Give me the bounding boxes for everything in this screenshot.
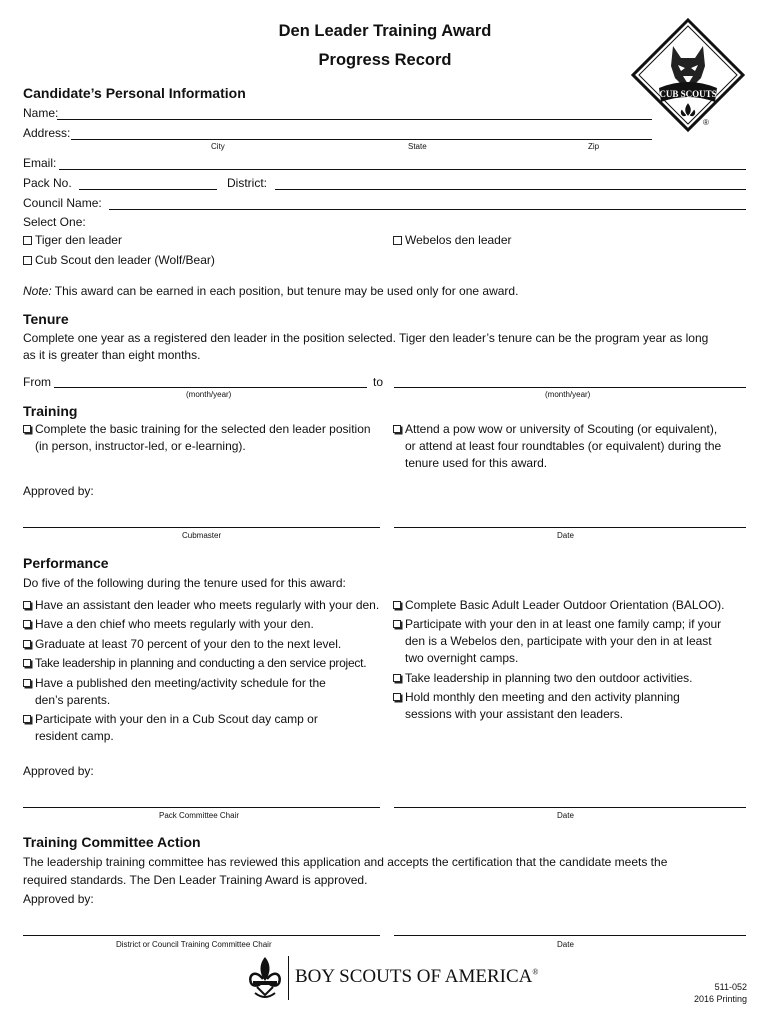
state-label: State (408, 142, 427, 151)
checkbox-icon[interactable] (23, 620, 31, 628)
tenure-text-line1: Complete one year as a registered den leader in the position selected. Tiger den leader’s tenure can be the program year as long (23, 331, 709, 345)
performance-item-text: Hold monthly den meeting and den activity planning (405, 690, 680, 704)
performance-item[interactable] (393, 670, 693, 687)
pack-field[interactable] (79, 189, 217, 190)
performance-item-text: two overnight camps. (405, 651, 519, 665)
note (23, 284, 518, 298)
performance-item-text: Take leadership in planning two den outdoor activities. (405, 671, 693, 685)
checkbox-icon[interactable] (393, 236, 402, 245)
performance-item[interactable] (23, 616, 314, 633)
select-one-label: Select One: (23, 215, 86, 229)
footer-divider (288, 956, 289, 1000)
section-heading-performance: Performance (23, 555, 109, 571)
performance-item-text: Take leadership in planning and conducting a den service project. (35, 656, 367, 670)
training-approved-label: Approved by: (23, 484, 94, 498)
checkbox-icon[interactable] (23, 640, 31, 648)
performance-item-text: resident camp. (35, 729, 114, 743)
cubmaster-signature-field[interactable] (23, 527, 380, 528)
committee-text-line2: required standards. The Den Leader Training Award is approved. (23, 873, 368, 887)
district-field[interactable] (275, 189, 746, 190)
performance-item-text: Graduate at least 70 percent of your den to the next level. (35, 637, 342, 651)
training-item-text: (in person, instructor-led, or e-learning). (35, 439, 246, 453)
email-field[interactable] (59, 169, 746, 170)
checkbox-icon[interactable] (23, 659, 31, 667)
performance-item[interactable] (393, 616, 721, 667)
training-item-text: Complete the basic training for the selected den leader position (35, 422, 371, 436)
option-webelos-label: Webelos den leader (405, 233, 512, 247)
section-heading-tenure: Tenure (23, 311, 69, 327)
performance-approved-label: Approved by: (23, 764, 94, 778)
pack-label: Pack No. (23, 176, 72, 190)
from-date-field[interactable] (54, 387, 367, 388)
option-tiger[interactable] (23, 233, 122, 247)
form-number: 511-052 (714, 982, 747, 992)
performance-item-text: Complete Basic Adult Leader Outdoor Orientation (BALOO). (405, 598, 725, 612)
checkbox-icon[interactable] (393, 674, 401, 682)
performance-item[interactable] (23, 675, 326, 709)
council-chair-label: District or Council Training Committee Chair (116, 940, 272, 949)
training-date-field[interactable] (394, 527, 746, 528)
pack-committee-chair-label: Pack Committee Chair (159, 811, 240, 820)
tenure-text-line2: as it is greater than eight months. (23, 348, 201, 362)
performance-item[interactable] (23, 636, 341, 653)
district-label: District: (227, 176, 267, 190)
option-tiger-label: Tiger den leader (35, 233, 122, 247)
name-field[interactable] (57, 119, 652, 120)
bsa-wordmark (295, 966, 538, 988)
cub-scouts-logo (631, 18, 745, 132)
note-text: This award can be earned in each position, but tenure may be used only for one award. (51, 284, 519, 298)
logo-registered-mark: ® (703, 118, 709, 127)
address-label: Address: (23, 126, 71, 140)
performance-item-text: Have a den chief who meets regularly with your den. (35, 617, 314, 631)
performance-item-text: Participate with your den in at least one family camp; if your (405, 617, 722, 631)
to-date-field[interactable] (394, 387, 746, 388)
performance-intro: Do five of the following during the tenure used for this award: (23, 576, 346, 590)
logo-text: CUB SCOUTS (659, 89, 717, 99)
training-item-powwow[interactable] (393, 421, 721, 472)
from-monthyear-label: (month/year) (186, 390, 232, 399)
performance-item-text: den is a Webelos den, participate with your den in at least (405, 634, 712, 648)
checkbox-icon[interactable] (393, 601, 401, 609)
committee-text-line1: The leadership training committee has reviewed this application and accepts the certification that the candidate meets the (23, 855, 668, 869)
address-field[interactable] (71, 139, 652, 140)
performance-item[interactable] (23, 655, 366, 672)
zip-label: Zip (588, 142, 600, 151)
training-item-text: tenure used for this award. (405, 456, 548, 470)
performance-date-field[interactable] (394, 807, 746, 808)
checkbox-icon[interactable] (23, 236, 32, 245)
performance-item[interactable] (23, 597, 379, 614)
training-item-text: or attend at least four roundtables (or equivalent) during the (405, 439, 722, 453)
section-heading-personal: Candidate’s Personal Information (23, 85, 246, 101)
checkbox-icon[interactable] (23, 715, 31, 723)
committee-approved-label: Approved by: (23, 892, 94, 906)
bsa-fleur-de-lis-icon (247, 955, 283, 1001)
checkbox-icon[interactable] (23, 425, 31, 433)
checkbox-icon[interactable] (23, 256, 32, 265)
council-field[interactable] (109, 209, 746, 210)
performance-item-text: Have a published den meeting/activity schedule for the (35, 676, 326, 690)
performance-item[interactable] (393, 689, 680, 723)
bsa-org-name: BOY SCOUTS OF AMERICA (295, 966, 533, 987)
committee-date-field[interactable] (394, 935, 746, 936)
option-cub-scout-label: Cub Scout den leader (Wolf/Bear) (35, 253, 215, 267)
section-heading-committee: Training Committee Action (23, 834, 201, 850)
committee-chair-signature-field[interactable] (23, 807, 380, 808)
training-date-label: Date (557, 531, 574, 540)
performance-item[interactable] (23, 711, 318, 745)
checkbox-icon[interactable] (23, 679, 31, 687)
page-title: Den Leader Training Award (278, 22, 492, 40)
checkbox-icon[interactable] (393, 425, 401, 433)
performance-item-text: Participate with your den in a Cub Scout day camp or (35, 712, 318, 726)
performance-item-text: sessions with your assistant den leaders. (405, 707, 624, 721)
checkbox-icon[interactable] (23, 601, 31, 609)
option-webelos[interactable] (393, 233, 512, 247)
training-item-text: Attend a pow wow or university of Scouting (or equivalent), (405, 422, 718, 436)
cubmaster-label: Cubmaster (182, 531, 222, 540)
training-item-basic[interactable] (23, 421, 371, 455)
bsa-registered-mark: ® (532, 967, 539, 977)
council-chair-signature-field[interactable] (23, 935, 380, 936)
email-label: Email: (23, 156, 57, 170)
to-monthyear-label: (month/year) (545, 390, 591, 399)
page-subtitle: Progress Record (318, 51, 452, 69)
note-prefix: Note: (23, 284, 52, 298)
printing-year: 2016 Printing (693, 994, 747, 1004)
option-cub-scout[interactable] (23, 253, 215, 267)
section-heading-training: Training (23, 403, 78, 419)
checkbox-icon[interactable] (393, 620, 401, 628)
city-label: City (211, 142, 225, 151)
performance-item-text: Have an assistant den leader who meets regularly with your den. (35, 598, 380, 612)
performance-date-label: Date (557, 811, 574, 820)
from-label: From (23, 375, 51, 389)
council-label: Council Name: (23, 196, 102, 210)
performance-item-text: den’s parents. (35, 693, 111, 707)
name-label: Name: (23, 106, 59, 120)
to-label: to (373, 375, 384, 389)
checkbox-icon[interactable] (393, 693, 401, 701)
committee-date-label: Date (557, 940, 574, 949)
performance-item[interactable] (393, 597, 725, 614)
